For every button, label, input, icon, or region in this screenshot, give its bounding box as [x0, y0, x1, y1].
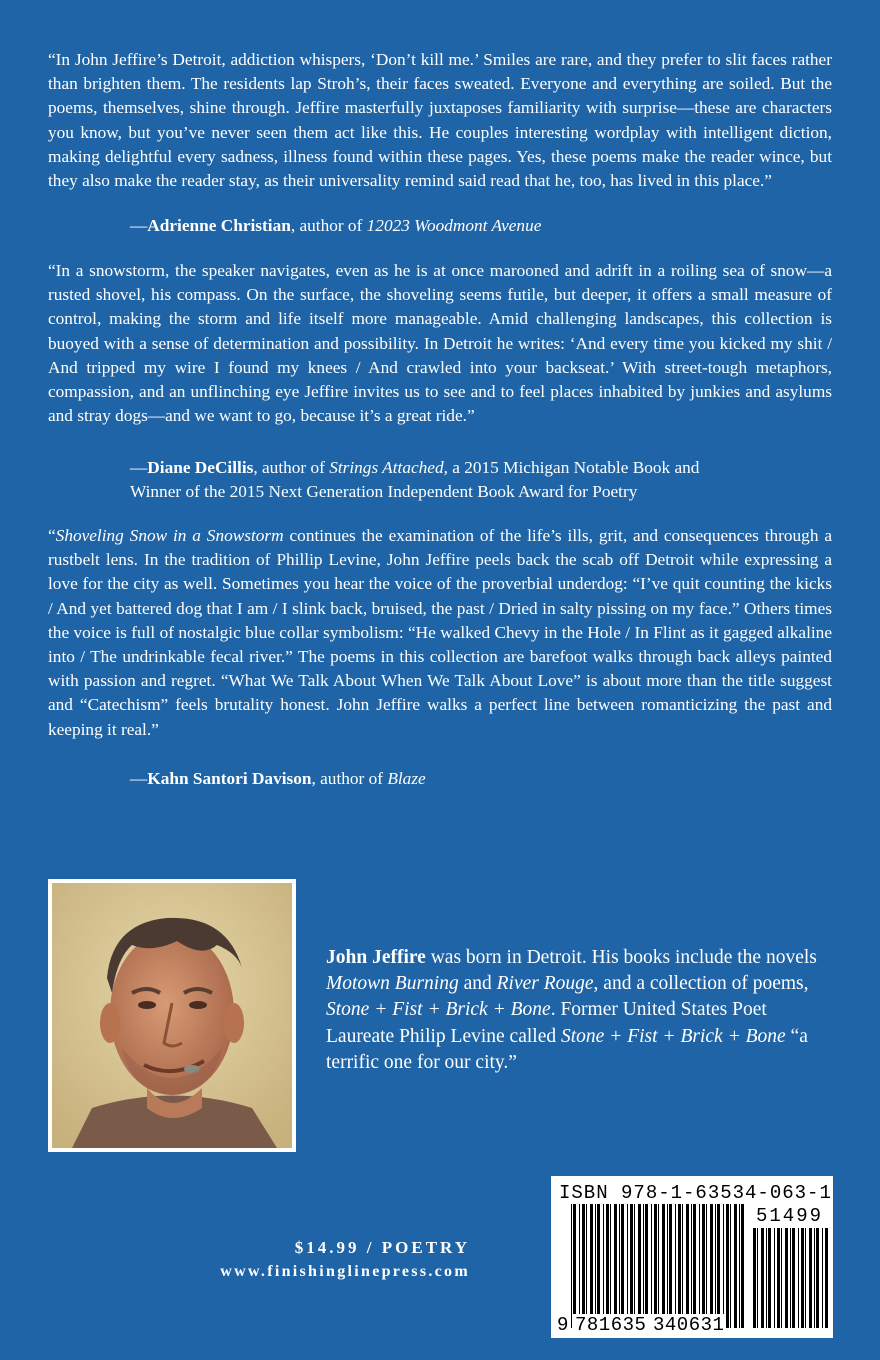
barcode-bar: [638, 1204, 641, 1328]
blurb-attribution-1: [130, 214, 850, 238]
bio-novel-1: Motown Burning: [326, 973, 459, 995]
barcode-bar: [579, 1204, 580, 1328]
bio-text-3: , and a collection of poems,: [593, 973, 809, 995]
barcode-bar: [658, 1204, 659, 1328]
blurb-work-3: Blaze: [387, 769, 426, 788]
ean-first-digit: 9: [557, 1314, 569, 1336]
barcode-bar: [662, 1204, 665, 1328]
bio-novel-2: River Rouge: [496, 973, 594, 995]
bio-poetry-book: Stone + Fist + Brick + Bone: [326, 999, 551, 1021]
barcode-bar: [654, 1204, 657, 1328]
bio-text-2: and: [458, 973, 497, 995]
barcode-bar: [777, 1228, 780, 1328]
blurb-attribution-3: [130, 767, 850, 791]
barcode-bar: [603, 1204, 604, 1328]
price-code: 51499: [756, 1205, 824, 1227]
barcode-bar: [682, 1204, 683, 1328]
price-category: $14.99 / POETRY: [294, 1238, 470, 1257]
barcode-bar: [715, 1204, 716, 1328]
barcode-bar: [630, 1204, 633, 1328]
blurb-attribution-2: [130, 456, 850, 504]
barcode-bar: [710, 1204, 713, 1328]
isbn-barcode: [551, 1176, 833, 1338]
bio-author-name: John Jeffire: [326, 947, 426, 968]
barcode-bar: [741, 1204, 744, 1328]
barcode-bar: [586, 1204, 587, 1328]
barcode-bar: [726, 1204, 729, 1328]
barcode-bar: [669, 1204, 672, 1328]
blurb-author-1: Adrienne Christian: [147, 216, 291, 235]
open-quote-mark: “: [48, 526, 56, 545]
barcode-bar: [757, 1228, 758, 1328]
barcode-bar: [761, 1228, 764, 1328]
author-portrait-illustration: [52, 883, 292, 1148]
ean-digits: [551, 1314, 731, 1336]
barcode-bar: [610, 1204, 611, 1328]
publisher-url: www.finishinglinepress.com: [220, 1263, 470, 1280]
barcode-bar: [571, 1204, 572, 1328]
barcode-bar: [734, 1204, 737, 1328]
barcode-bar: [691, 1204, 692, 1328]
bio-poetry-book-2: Stone + Fist + Brick + Bone: [560, 1025, 786, 1047]
blurb-quote-1: [48, 48, 832, 193]
barcode-bar: [619, 1204, 620, 1328]
barcode-bar: [627, 1204, 628, 1328]
ean-right-group: 340631: [653, 1314, 725, 1336]
blurb-quote-2: [48, 259, 832, 428]
barcode-bar: [717, 1204, 720, 1328]
barcode-bar: [675, 1204, 676, 1328]
barcode-bar: [699, 1204, 700, 1328]
barcode-bar: [723, 1204, 724, 1328]
barcode-bar: [785, 1228, 788, 1328]
barcode-bar: [792, 1228, 795, 1328]
attribution-dash: —: [130, 216, 148, 235]
barcode-bar: [643, 1204, 644, 1328]
blurb-award-2b: Winner of the 2015 Next Generation Independent Book Award for Poetry: [130, 482, 638, 502]
blurb-role-1: , author of: [290, 216, 367, 235]
blurb-work-1: 12023 Woodmont Avenue: [366, 216, 542, 235]
blurb-quote-3-text: continues the examination of the life’s ills, grit, and consequences through a rustbelt lens. In the tradition of Phillip Levine, John Jeffire peels back the scab off Detroit while expressing a love for the city as well. Sometimes you hear the voice of the proverbial underdog: “I’ve quit counting the kicks / And yet battered dog that I am / I slink back, bruised, the past / Dried in salty pissing on my face.” Others times the voice is full of nostalgic blue collar symbolism: “He walked Chevy in the Hole / In Flint as it gagged alkaline into / The undrinkable fecal river.” The poems in this collection are barefoot walks through back alleys painted with passion and regret. “What We Talk About When We Talk About Love” is about more than the title suggest and “Catechism” feels brutality honest. John Jeffire walks a perfect line between romanticizing the past and keeping it real.”: [48, 526, 832, 739]
barcode-bar: [621, 1204, 624, 1328]
barcode-bar: [766, 1228, 767, 1328]
barcode-bar: [816, 1228, 819, 1328]
book-title-italic: Shoveling Snow in a Snowstorm: [55, 526, 284, 545]
barcode-bar: [825, 1228, 828, 1328]
barcode-bar: [814, 1228, 815, 1328]
blurb-award-2: a 2015 Michigan Notable Book and: [447, 458, 700, 477]
barcode-bar: [582, 1204, 585, 1328]
barcode-bar: [739, 1204, 740, 1328]
blurb-quote-1-text: “In John Jeffire’s Detroit, addiction whispers, ‘Don’t kill me.’ Smiles are rare, and they prefer to slit faces rather than brighten them. The residents lap Stroh’s, their faces sweated. Everyone and everything are soiled. But the poems, themselves, shine through. Jeffire masterfully juxtaposes familiarity with surprise—these are characters you know, but you’ve never seen them act like this. He couples interesting wordplay with intelligent diction, making delightful every sadness, illness found within these pages. Yes, these poems make the reader wince, but they also make the reader stay, as their universality remind said read that he, too, has lived in this place.”: [48, 50, 832, 191]
blurb-quote-3: [48, 524, 832, 742]
bio-text-1: was born in Detroit. His books include the novels: [425, 947, 817, 968]
barcode-bar: [573, 1204, 576, 1328]
barcode-bar: [590, 1204, 593, 1328]
bio-text-4: . Former United States Poet Laureate Philip Levine called: [326, 999, 767, 1047]
barcode-bar: [798, 1228, 799, 1328]
barcode-bar: [805, 1228, 806, 1328]
blurb-author-2: Diane DeCillis: [147, 458, 254, 477]
barcode-bar: [606, 1204, 609, 1328]
barcode-bar: [809, 1228, 812, 1328]
barcode-bar: [790, 1228, 791, 1328]
barcode-bar: [822, 1228, 823, 1328]
barcode-bar: [667, 1204, 668, 1328]
blurb-work-2: Strings Attached,: [329, 458, 448, 477]
barcode-bar: [597, 1204, 600, 1328]
barcode-bar: [753, 1228, 756, 1328]
barcode-bar: [686, 1204, 689, 1328]
blurb-role-3: , author of: [311, 769, 388, 788]
attribution-dash: —: [130, 458, 148, 477]
author-bio: [326, 945, 832, 1076]
barcode-bar: [678, 1204, 681, 1328]
barcode-bar: [768, 1228, 771, 1328]
barcode-bar: [774, 1228, 775, 1328]
barcode-bar: [651, 1204, 652, 1328]
barcode-bar: [595, 1204, 596, 1328]
barcode-bar: [634, 1204, 635, 1328]
barcode-bar: [702, 1204, 705, 1328]
barcode-bar: [801, 1228, 804, 1328]
isbn-number: ISBN 978-1-63534-063-1: [559, 1182, 832, 1204]
blurb-quote-2-text: “In a snowstorm, the speaker navigates, even as he is at once marooned and adrift in a roiling sea of snow—a rusted shovel, his compass. On the surface, the shoveling seems futile, but deeper, it offers a small measure of control, making the storm and life itself more manageable. Amid challenging landscapes, this collection is buoyed with a sense of determination and possibility. In Detroit he writes: ‘And every time you kicked my shit / And tripped my wire I found my knees / And crawled into your backseat.’ With street-tough metaphors, compassion, and an unflinching eye Jeffire invites us to see and to feel places inhabited by junkies and asylums and stray dogs—and we want to go, because it’s a great ride.”: [48, 261, 832, 426]
blurb-role-2: , author of: [253, 458, 330, 477]
barcode-bar: [614, 1204, 617, 1328]
author-photo: [48, 879, 296, 1152]
barcode-bar: [706, 1204, 707, 1328]
barcode-bar: [781, 1228, 782, 1328]
ean-left-group: 781635: [575, 1314, 647, 1336]
attribution-dash: —: [130, 769, 148, 788]
barcode-bar: [645, 1204, 648, 1328]
barcode-bar: [693, 1204, 696, 1328]
barcode-bar: [730, 1204, 731, 1328]
bio-text-5: “a terrific one for our city.”: [326, 1025, 808, 1073]
blurb-author-3: Kahn Santori Davison: [147, 769, 312, 788]
